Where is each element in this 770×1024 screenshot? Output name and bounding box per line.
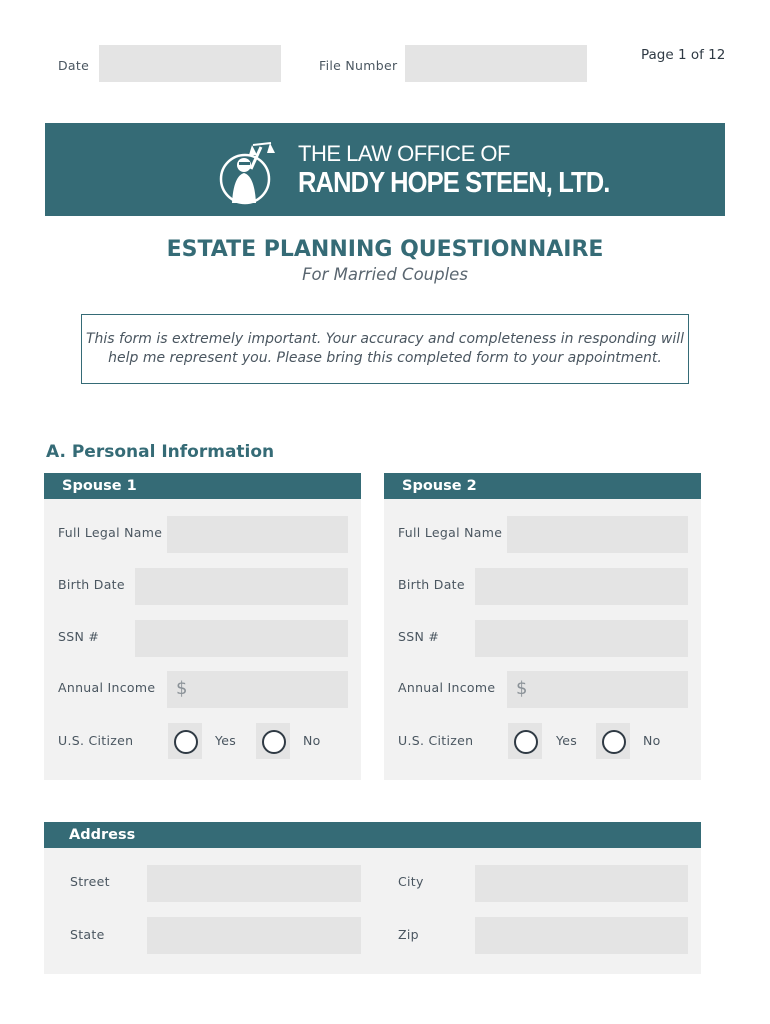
- city-label: City: [398, 874, 424, 889]
- spouse2-no-label: No: [643, 733, 661, 748]
- date-field[interactable]: [99, 45, 281, 82]
- spouse2-citizen-label: U.S. Citizen: [398, 733, 474, 748]
- spouse1-currency-symbol: $: [176, 678, 188, 699]
- spouse1-full-name-field[interactable]: [167, 516, 348, 553]
- spouse1-birth-date-label: Birth Date: [58, 577, 125, 592]
- spouse2-currency-symbol: $: [516, 678, 528, 699]
- spouse2-ssn-field[interactable]: [475, 620, 688, 657]
- spouse1-yes-label: Yes: [215, 733, 237, 748]
- file-number-label: File Number: [319, 58, 398, 73]
- address-header: Address: [44, 822, 701, 848]
- section-heading-personal-information: A. Personal Information: [46, 442, 275, 462]
- radio-circle-icon: [262, 730, 286, 754]
- spouse2-full-name-label: Full Legal Name: [398, 525, 503, 540]
- file-number-field[interactable]: [405, 45, 587, 82]
- notice-line-2: help me represent you. Please bring this completed form to your appointment.: [108, 350, 662, 366]
- header-banner: [45, 123, 725, 216]
- spouse2-citizen-yes-radio[interactable]: [508, 723, 542, 759]
- spouse2-income-field[interactable]: [507, 671, 688, 708]
- date-label: Date: [58, 58, 90, 73]
- spouse1-citizen-yes-radio[interactable]: [168, 723, 202, 759]
- notice-box: [81, 314, 689, 384]
- page-title: ESTATE PLANNING QUESTIONNAIRE: [166, 237, 604, 262]
- state-field[interactable]: [147, 917, 361, 954]
- radio-circle-icon: [602, 730, 626, 754]
- street-field[interactable]: [147, 865, 361, 902]
- lady-justice-icon: [219, 133, 281, 208]
- page-subtitle: For Married Couples: [302, 265, 468, 284]
- spouse1-no-label: No: [303, 733, 321, 748]
- spouse1-ssn-field[interactable]: [135, 620, 348, 657]
- zip-label: Zip: [398, 927, 419, 942]
- zip-field[interactable]: [475, 917, 688, 954]
- spouse2-income-label: Annual Income: [398, 680, 496, 695]
- spouse1-birth-date-field[interactable]: [135, 568, 348, 605]
- spouse1-full-name-label: Full Legal Name: [58, 525, 163, 540]
- radio-circle-icon: [174, 730, 198, 754]
- spouse1-ssn-label: SSN #: [58, 629, 100, 644]
- notice-line-1: This form is extremely important. Your accuracy and completeness in responding will: [85, 331, 684, 347]
- spouse2-ssn-label: SSN #: [398, 629, 440, 644]
- spouse2-full-name-field[interactable]: [507, 516, 688, 553]
- firm-name-line2: RANDY HOPE STEEN, LTD.: [298, 167, 610, 199]
- spouse2-birth-date-label: Birth Date: [398, 577, 465, 592]
- page-indicator: Page 1 of 12: [641, 47, 726, 63]
- city-field[interactable]: [475, 865, 688, 902]
- spouse1-header: Spouse 1: [44, 473, 361, 499]
- spouse1-citizen-label: U.S. Citizen: [58, 733, 134, 748]
- firm-name-line1: THE LAW OFFICE OF: [298, 141, 510, 166]
- radio-circle-icon: [514, 730, 538, 754]
- spouse2-birth-date-field[interactable]: [475, 568, 688, 605]
- state-label: State: [70, 927, 105, 942]
- spouse1-income-label: Annual Income: [58, 680, 156, 695]
- spouse1-income-field[interactable]: [167, 671, 348, 708]
- spouse2-header: Spouse 2: [384, 473, 701, 499]
- spouse2-yes-label: Yes: [556, 733, 578, 748]
- spouse1-citizen-no-radio[interactable]: [256, 723, 290, 759]
- street-label: Street: [70, 874, 110, 889]
- spouse2-citizen-no-radio[interactable]: [596, 723, 630, 759]
